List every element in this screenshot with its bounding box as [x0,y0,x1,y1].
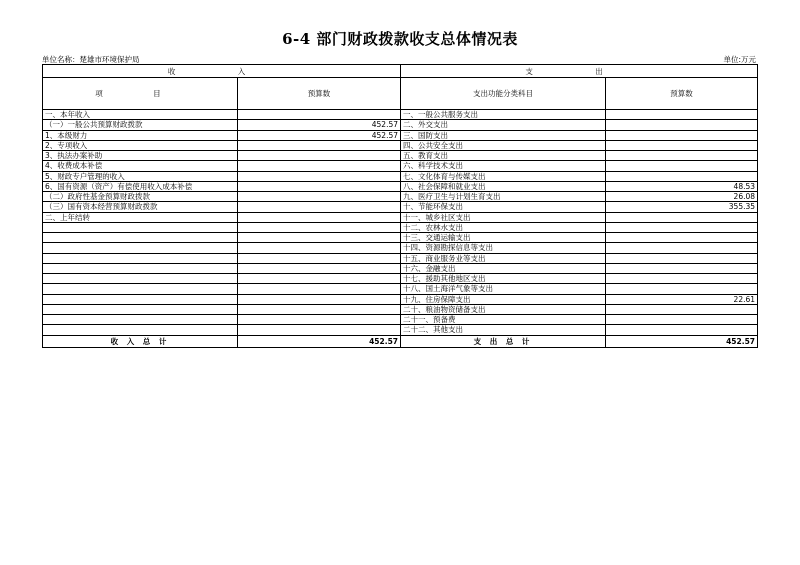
income-budget-cell [238,151,401,161]
expense-budget-cell [606,263,758,273]
expense-item-cell: 十七、援助其他地区支出 [401,274,606,284]
income-budget-cell [238,294,401,304]
income-item-cell: （一）一般公共预算财政拨款 [43,120,238,130]
income-budget-cell [238,161,401,171]
table-row [43,325,758,335]
income-budget-cell [238,325,401,335]
income-budget-cell [238,284,401,294]
page-title: 6-4 部门财政拨款收支总体情况表 [282,30,518,48]
table-row [43,243,758,253]
income-budget-cell [238,171,401,181]
income-section-header: 收 入 [43,65,401,78]
expense-item-cell: 十一、城乡社区支出 [401,212,606,222]
expense-item-cell: 二、外交支出 [401,120,606,130]
income-item-cell: 二、上年结转 [43,212,238,222]
expense-item-cell: 三、国防支出 [401,130,606,140]
income-item-cell: 4、收费成本补偿 [43,161,238,171]
expense-budget-cell [606,304,758,314]
income-budget-cell [238,274,401,284]
expense-item-cell: 十五、商业服务业等支出 [401,253,606,263]
expense-budget-cell [606,233,758,243]
expense-item-cell: 十八、国土海洋气象等支出 [401,284,606,294]
expense-budget-cell: 48.53 [606,181,758,191]
expense-item-cell: 九、医疗卫生与计划生育支出 [401,192,606,202]
income-budget-cell [238,140,401,150]
expense-budget-cell [606,212,758,222]
income-total-label: 收 入 总 计 [43,335,238,347]
income-item-cell [43,315,238,325]
expense-item-cell: 十四、资源勘探信息等支出 [401,243,606,253]
expense-budget-cell [606,161,758,171]
income-item-cell: （三）国有资本经营预算财政拨款 [43,202,238,212]
table-row [43,253,758,263]
income-item-header: 项 目 [43,78,238,110]
expense-total-value: 452.57 [606,335,758,347]
table-row [43,263,758,273]
table-row [43,151,758,161]
expense-item-cell: 二十一、预备费 [401,315,606,325]
table-row [43,202,758,212]
expense-budget-cell [606,151,758,161]
income-item-cell: 一、本年收入 [43,110,238,120]
expense-budget-cell [606,120,758,130]
expense-budget-cell [606,222,758,232]
income-item-cell [43,233,238,243]
expense-budget-cell [606,140,758,150]
expense-item-cell: 七、文化体育与传媒支出 [401,171,606,181]
section-header-row [43,65,758,78]
income-budget-cell: 452.57 [238,120,401,130]
expense-item-cell: 十六、金融支出 [401,263,606,273]
income-item-cell [43,243,238,253]
income-budget-cell [238,110,401,120]
income-budget-cell [238,233,401,243]
income-budget-header: 预算数 [238,78,401,110]
income-item-cell [43,222,238,232]
expense-item-cell: 六、科学技术支出 [401,161,606,171]
table-row [43,192,758,202]
expense-budget-cell [606,253,758,263]
expense-budget-cell [606,274,758,284]
table-row [43,161,758,171]
income-budget-cell [238,181,401,191]
income-item-cell: 5、财政专户管理的收入 [43,171,238,181]
income-item-cell [43,284,238,294]
income-item-cell: 3、执法办案补助 [43,151,238,161]
table-row [43,212,758,222]
expense-budget-cell [606,243,758,253]
income-item-cell [43,253,238,263]
table-row [43,171,758,181]
income-budget-cell [238,253,401,263]
expense-budget-cell [606,171,758,181]
table-row [43,284,758,294]
income-item-cell: （二）政府性基金预算财政拨款 [43,192,238,202]
expense-item-cell: 五、教育支出 [401,151,606,161]
income-item-cell [43,274,238,284]
expense-budget-cell [606,110,758,120]
expense-item-cell: 十三、交通运输支出 [401,233,606,243]
income-budget-cell [238,315,401,325]
column-header-row [43,78,758,110]
income-budget-cell [238,202,401,212]
income-item-cell: 2、专项收入 [43,140,238,150]
table-row [43,294,758,304]
income-budget-cell [238,243,401,253]
expense-total-label: 支 出 总 计 [401,335,606,347]
income-budget-cell: 452.57 [238,130,401,140]
expense-item-cell: 一、一般公共服务支出 [401,110,606,120]
table-row [43,181,758,191]
expense-item-cell: 四、公共安全支出 [401,140,606,150]
table-row [43,130,758,140]
expense-budget-cell: 26.08 [606,192,758,202]
income-item-cell [43,304,238,314]
table-row [43,120,758,130]
totals-row [43,335,758,347]
unit-name: 单位名称：楚雄市环境保护局 [42,55,140,64]
expense-budget-cell [606,315,758,325]
expense-budget-cell [606,325,758,335]
expense-item-cell: 十、节能环保支出 [401,202,606,212]
income-item-cell [43,294,238,304]
income-budget-cell [238,222,401,232]
expense-section-header: 支 出 [401,65,758,78]
expense-budget-header: 预算数 [606,78,758,110]
expense-item-cell: 二十、粮油物资储备支出 [401,304,606,314]
expense-item-cell: 十九、住房保障支出 [401,294,606,304]
table-row [43,304,758,314]
unit-label: 单位:万元 [723,55,756,64]
expense-item-cell: 八、社会保障和就业支出 [401,181,606,191]
budget-table [42,64,758,348]
income-budget-cell [238,304,401,314]
expense-item-cell: 十二、农林水支出 [401,222,606,232]
table-row [43,140,758,150]
expense-item-cell: 二十二、其他支出 [401,325,606,335]
table-row [43,274,758,284]
expense-budget-cell: 355.35 [606,202,758,212]
expense-budget-cell [606,284,758,294]
table-row [43,233,758,243]
table-row [43,222,758,232]
expense-budget-cell [606,130,758,140]
income-budget-cell [238,212,401,222]
income-item-cell: 6、国有资源（资产）有偿使用收入成本补偿 [43,181,238,191]
income-budget-cell [238,192,401,202]
expense-budget-cell: 22.61 [606,294,758,304]
expense-item-header: 支出功能分类科目 [401,78,606,110]
income-budget-cell [238,263,401,273]
income-item-cell [43,325,238,335]
income-item-cell [43,263,238,273]
table-row [43,110,758,120]
income-total-value: 452.57 [238,335,401,347]
income-item-cell: 1、本级财力 [43,130,238,140]
table-row [43,315,758,325]
